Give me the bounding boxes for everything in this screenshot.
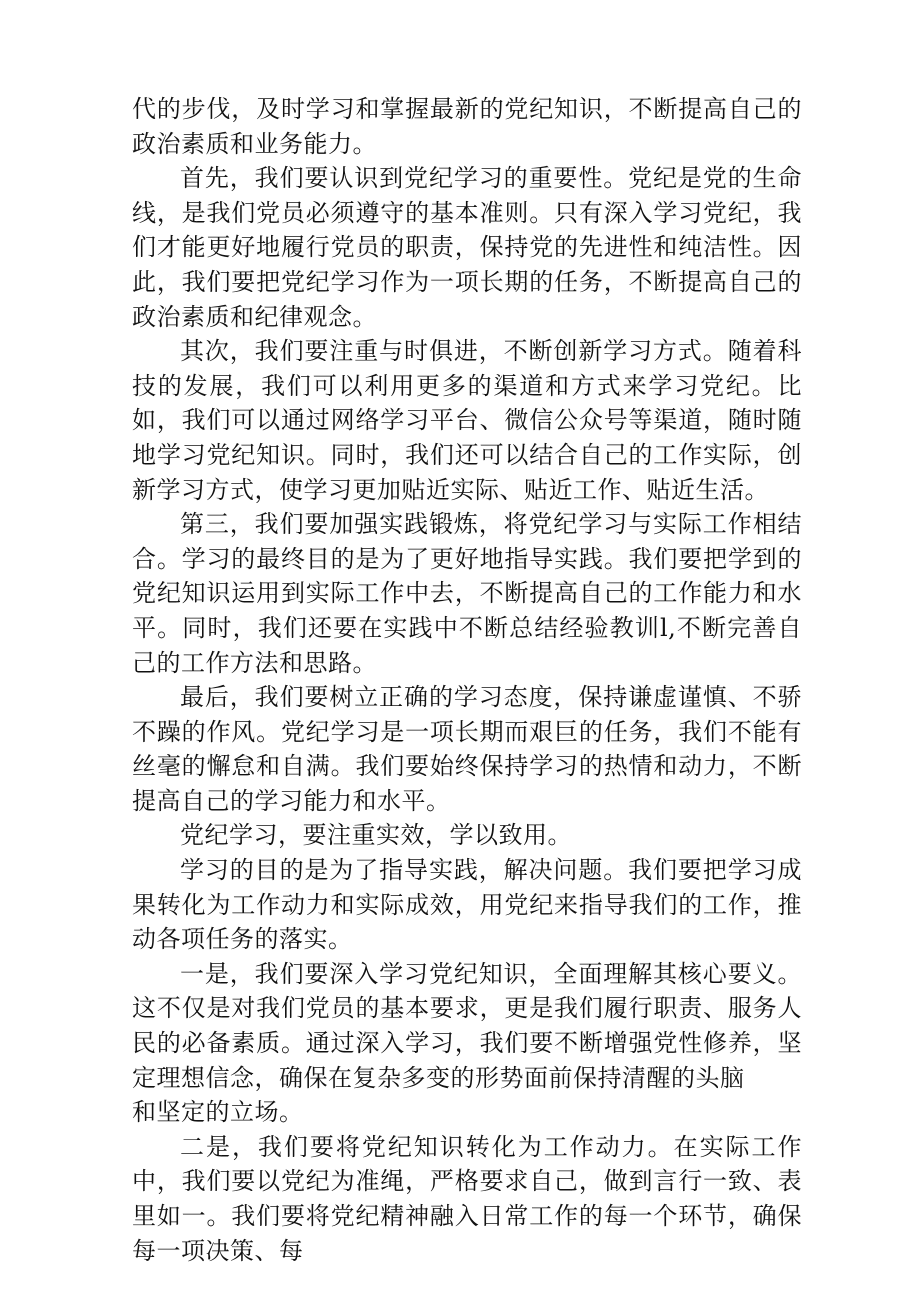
paragraph-second: 其次，我们要注重与时俱进，不断创新学习方式。随着科技的发展，我们可以利用更多的渠道和方式来学习党纪。比如，我们可以通过网络学习平台、微信公众号等渠道，随时随地学习党纪知识。同时，我们还可以结合自己的工作实际，创新学习方式，使学习更加贴近实际、贴近工作、贴近生活。 bbox=[132, 337, 802, 504]
paragraph-last-point: 最后，我们要树立正确的学习态度，保持谦虚谨慎、不骄不躁的作风。党纪学习是一项长期而艰巨的任务，我们不能有丝毫的懈怠和自满。我们要始终保持学习的热情和动力，不断提高自己的学习能力和水平。 bbox=[132, 683, 802, 815]
paragraph-third: 第三，我们要加强实践锻炼，将党纪学习与实际工作相结合。学习的最终目的是为了更好地指导实践。我们要把学到的党纪知识运用到实际工作中去，不断提高自己的工作能力和水平。同时，我们还要在实践中不断总结经验教训l,不断完善自己的工作方法和思路。 bbox=[132, 510, 802, 677]
paragraph-point-two: 二是，我们要将党纪知识转化为工作动力。在实际工作中，我们要以党纪为准绳，严格要求自己，做到言行一致、表里如一。我们要将党纪精神融入日常工作的每一个环节，确保每一项决策、每 bbox=[132, 1132, 802, 1265]
paragraph-point-one: 一是，我们要深入学习党纪知识，全面理解其核心要义。这不仅是对我们党员的基本要求，更是我们履行职责、服务人民的必备素质。通过深入学习，我们要不断增强党性修养，坚定理想信念，确保在复杂多变的形势面前保持清醒的头脑 bbox=[132, 959, 802, 1092]
paragraph-point-one-tail: 和坚定的立场。 bbox=[132, 1098, 304, 1127]
paragraph-first: 首先，我们要认识到党纪学习的重要性。党纪是党的生命线，是我们党员必须遵守的基本准则。只有深入学习党纪，我们才能更好地履行党员的职责，保持党的先进性和纯洁性。因此，我们要把党纪学习作为一项长期的任务，不断提高自己的政治素质和纪律观念。 bbox=[132, 164, 802, 331]
paragraph-continuation: 代的步伐，及时学习和掌握最新的党纪知识，不断提高自己的政治素质和业务能力。 bbox=[132, 95, 802, 158]
paragraph-purpose: 学习的目的是为了指导实践，解决问题。我们要把学习成果转化为工作动力和实际成效，用党纪来指导我们的工作，推动各项任务的落实。 bbox=[132, 856, 802, 954]
document-body bbox=[132, 92, 802, 1268]
paragraph-heading: 党纪学习，要注重实效，学以致用。 bbox=[180, 821, 572, 850]
